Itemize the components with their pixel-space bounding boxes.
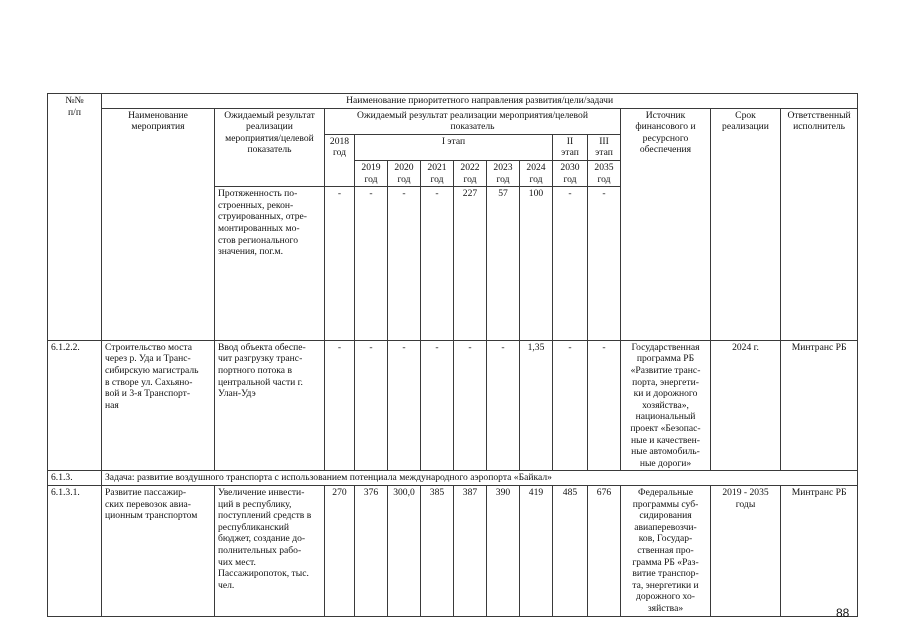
value-cell: -: [454, 340, 487, 471]
table-row: [48, 340, 858, 471]
header-year: 2024 год: [520, 160, 553, 186]
development-plan-table: [47, 93, 858, 617]
header-year-2018: 2018 год: [325, 134, 355, 186]
header-year: 2035 год: [588, 160, 621, 186]
header-direction-title: Наименование приоритетного направления развития/цели/задачи: [102, 94, 858, 109]
indicator-cell: Увеличение инвести- ций в республику, поступлений средств в республиканский бюджет, создание до- полнительных рабо- чих мест. Пассажиропоток, тыс. чел.: [215, 486, 325, 617]
source-cell: Федеральные программы суб- сидирования авиаперевозчи- ков, Государ- ственная про- грамма РБ «Раз- витие транспор- та, энергетики и дорожного хо- зяйства»: [621, 486, 711, 617]
header-row-2: [48, 108, 858, 134]
header-year: 2022 год: [454, 160, 487, 186]
header-event-name: Наименование мероприятия: [102, 108, 215, 340]
header-stage-1: I этап: [355, 134, 553, 160]
value-cell: -: [355, 340, 388, 471]
value-cell: 390: [487, 486, 520, 617]
table-row: [48, 471, 858, 486]
value-cell: -: [553, 340, 588, 471]
header-term: Срок реализации: [711, 108, 781, 340]
task-cell: Задача: развитие воздушного транспорта с использованием потенциала международного аэропорта «Байкал»: [102, 471, 858, 486]
header-number: №№ п/п: [48, 94, 102, 341]
value-cell: 1,35: [520, 340, 553, 471]
header-expected-result: Ожидаемый результат реализации мероприятия/целевой показатель: [215, 108, 325, 187]
value-cell: 57: [487, 187, 520, 341]
event-name-cell: Строительство моста через р. Уда и Транс- сибирскую магистраль в створе ул. Сахьяно- вой и 3-я Транспорт- ная: [102, 340, 215, 471]
header-stage-3: III этап: [588, 134, 621, 160]
value-cell: -: [388, 340, 421, 471]
value-cell: 376: [355, 486, 388, 617]
code-cell: 6.1.3.: [48, 471, 102, 486]
value-cell: -: [325, 187, 355, 341]
value-cell: 419: [520, 486, 553, 617]
value-cell: -: [355, 187, 388, 341]
header-stage-2: II этап: [553, 134, 588, 160]
value-cell: 300,0: [388, 486, 421, 617]
header-year: 2030 год: [553, 160, 588, 186]
event-name-cell: Развитие пассажир- ских перевозок авиа- ционным транспортом: [102, 486, 215, 617]
value-cell: -: [588, 340, 621, 471]
term-cell: 2019 - 2035 годы: [711, 486, 781, 617]
code-cell: 6.1.2.2.: [48, 340, 102, 471]
value-cell: 676: [588, 486, 621, 617]
indicator-cell: Ввод объекта обеспе- чит разгрузку транс- портного потока в центральной части г. Улан-Удэ: [215, 340, 325, 471]
value-cell: -: [553, 187, 588, 341]
indicator-cell: Протяженность по- строенных, рекон- струированных, отре- монтированных мо- стов регионального значения, пог.м.: [215, 187, 325, 341]
header-year: 2020 год: [388, 160, 421, 186]
value-cell: -: [421, 340, 454, 471]
value-cell: 485: [553, 486, 588, 617]
value-cell: -: [388, 187, 421, 341]
header-expected-result-span: Ожидаемый результат реализации мероприятия/целевой показатель: [325, 108, 621, 134]
value-cell: -: [325, 340, 355, 471]
header-row-1: [48, 94, 858, 109]
source-cell: Государственная программа РБ «Развитие транс- порта, энергети- ки и дорожного хозяйства», национальный проект «Безопас- ные и качествен- ные автомобиль- ные дороги»: [621, 340, 711, 471]
value-cell: 387: [454, 486, 487, 617]
value-cell: 385: [421, 486, 454, 617]
header-year: 2021 год: [421, 160, 454, 186]
value-cell: 100: [520, 187, 553, 341]
responsible-cell: Минтранс РБ: [781, 486, 858, 617]
header-responsible: Ответственный исполнитель: [781, 108, 858, 340]
page-number: 88: [836, 606, 850, 620]
code-cell: 6.1.3.1.: [48, 486, 102, 617]
value-cell: -: [588, 187, 621, 341]
value-cell: -: [421, 187, 454, 341]
header-year: 2023 год: [487, 160, 520, 186]
responsible-cell: Минтранс РБ: [781, 340, 858, 471]
header-year: 2019 год: [355, 160, 388, 186]
term-cell: 2024 г.: [711, 340, 781, 471]
header-source: Источник финансового и ресурсного обеспечения: [621, 108, 711, 340]
value-cell: 270: [325, 486, 355, 617]
value-cell: -: [487, 340, 520, 471]
value-cell: 227: [454, 187, 487, 341]
table-row: [48, 486, 858, 617]
